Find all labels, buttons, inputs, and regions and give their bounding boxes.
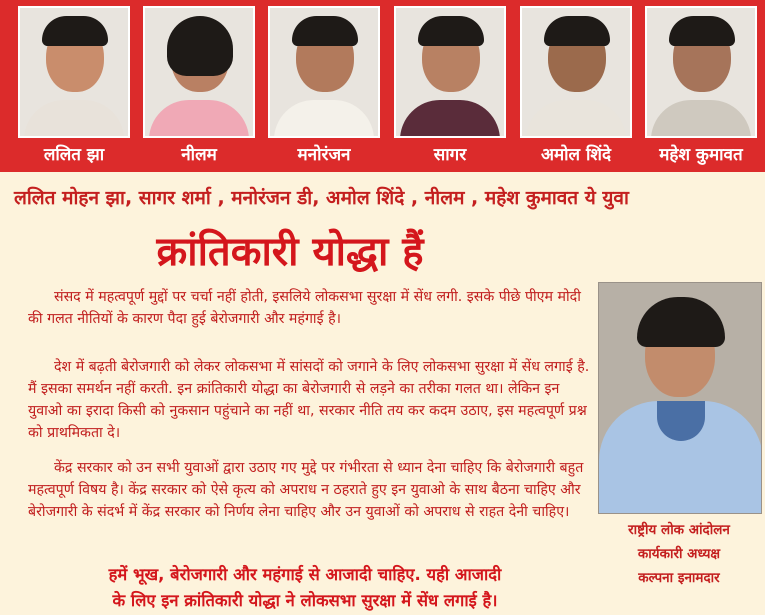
name-label-sagar: सागर <box>433 145 467 165</box>
photo-amol-shinde <box>520 6 632 138</box>
paragraph-2: देश में बढ़ती बेरोजगारी को लेकर लोकसभा में सांसदों को जगाने के लिए लोकसभा सुरक्षा में सेंध लगाई है. मैं इसका समर्थन नहीं करती. इन क्रांतिकारी योद्धा का बेरोजगारी से लड़ने का तरीका गलत था। लेकिन इन युवाओ का इरादा किसी को नुकसान पहुंचाने का नहीं था, सरकार नीति तय कर कदम उठाए, इस महत्वपूर्ण प्रश्न को प्राथमिकता दे। <box>28 359 590 441</box>
photo-body <box>651 100 751 138</box>
name-label-amol-shinde: अमोल शिंदे <box>541 145 611 165</box>
paragraph-1: संसद में महत्वपूर्ण मुद्दों पर चर्चा नहीं होती, इसलिये लोकसभा सुरक्षा में सेंध लगी. इसके पीछे पीएम मोदी की गलत नीतियों के कारण पैदा हुई बेरोजगारी और महंगाई है। <box>28 289 581 327</box>
footer-line-1: हमें भूख, बेरोजगारी और महंगाई से आजादी चाहिए. यही आजादी <box>108 565 502 584</box>
name-label-neelam: नीलम <box>181 145 217 165</box>
photo-body <box>400 100 500 138</box>
portrait-hair <box>637 297 725 347</box>
photo-body <box>149 100 249 138</box>
photo-body <box>24 100 124 138</box>
photo-hair <box>292 16 358 46</box>
photo-manoranjan <box>268 6 380 138</box>
footer-line-2: के लिए इन क्रांतिकारी योद्धा ने लोकसभा सुरक्षा में सेंध लगाई है। <box>112 591 498 610</box>
photo-body <box>526 100 626 138</box>
photo-sagar <box>394 6 506 138</box>
photo-hair <box>669 16 735 46</box>
photo-body <box>274 100 374 138</box>
caption-role: कार्यकारी अध्यक्ष <box>637 546 721 562</box>
page-title: क्रांतिकारी योद्धा हैं <box>156 229 424 275</box>
photo-hair <box>167 16 233 76</box>
caption-name: कल्पना इनामदार <box>638 570 720 586</box>
name-label-manoranjan: मनोरंजन <box>297 145 351 165</box>
photo-lalit-jha <box>18 6 130 138</box>
caption-org: राष्ट्रीय लोक आंदोलन <box>628 522 730 538</box>
name-label-mahesh-kumawat: महेश कुमावत <box>659 145 743 165</box>
photo-hair <box>544 16 610 46</box>
headline: ललित मोहन झा, सागर शर्मा , मनोरंजन डी, अमोल शिंदे , नीलम , महेश कुमावत ये युवा <box>14 187 629 209</box>
photo-mahesh-kumawat <box>645 6 757 138</box>
photo-neelam <box>143 6 255 138</box>
photo-hair <box>42 16 108 46</box>
portrait-kalpana-inamdar <box>598 282 762 514</box>
photo-hair <box>418 16 484 46</box>
paragraph-3: केंद्र सरकार को उन सभी युवाओं द्वारा उठाए गए मुद्दे पर गंभीरता से ध्यान देना चाहिए कि बेरोजगारी बहुत महत्वपूर्ण विषय है। केंद्र सरकार को ऐसे कृत्य को अपराध न ठहराते हुए इन युवाओ के साथ बैठना चाहिए और बेरोजगारी के संदर्भ में केंद्र सरकार को निर्णय लेना चाहिए और उन युवाओं को अपराध से राहत देनी चाहिए। <box>28 460 584 520</box>
name-label-lalit-jha: ललित झा <box>43 145 105 165</box>
